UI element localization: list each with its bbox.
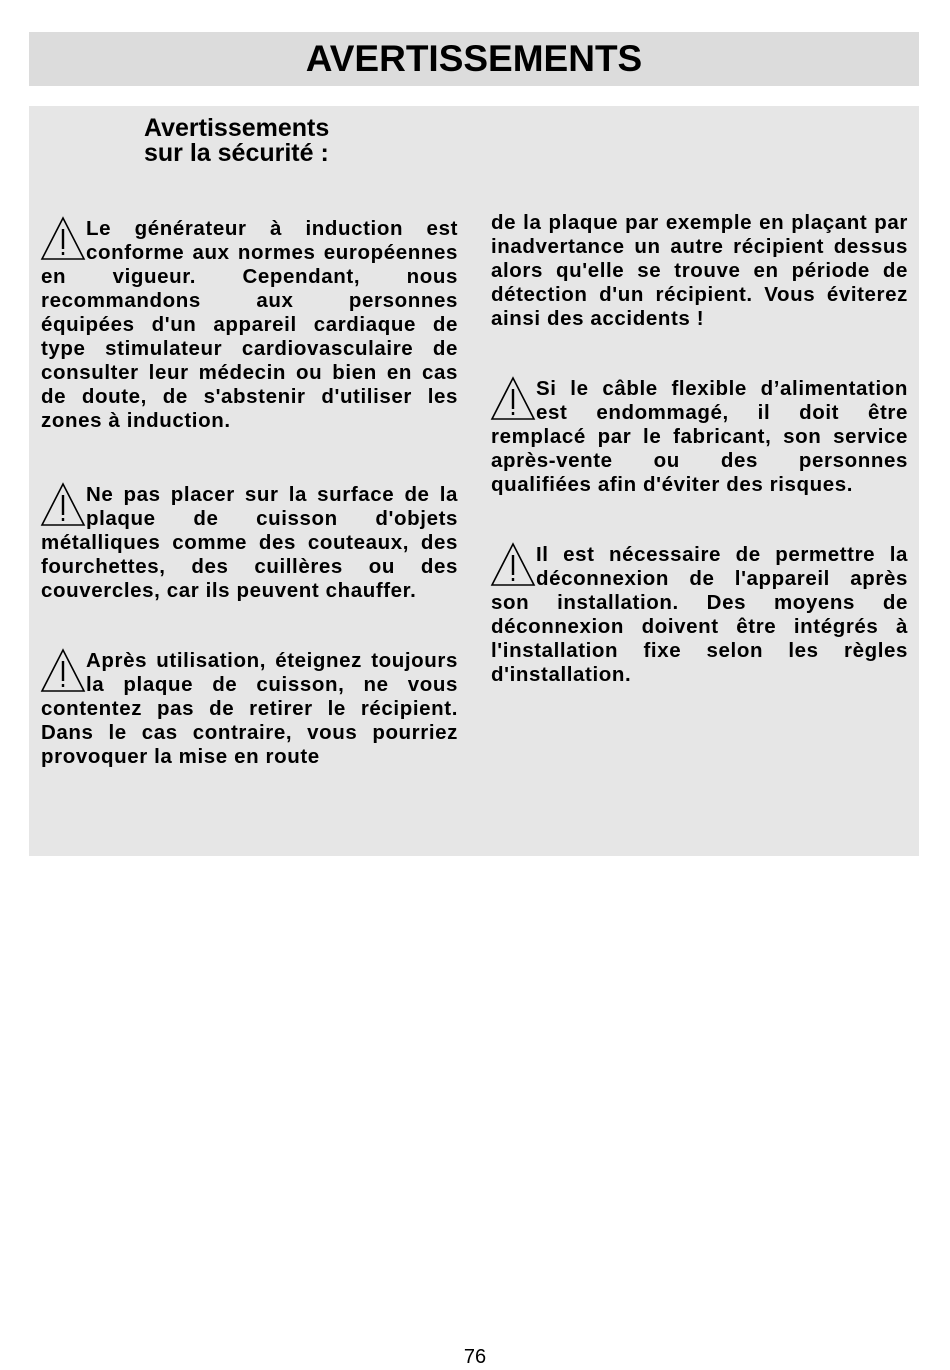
warning-text: Ne pas placer sur la surface de la plaque de cuisson d'objets métalliques comme des couteaux, des fourchettes, des cuillères ou des couvercles, car ils peuvent chauffer. bbox=[41, 483, 458, 602]
subtitle-line-1: Avertissements bbox=[144, 114, 330, 142]
section-subtitle bbox=[144, 116, 329, 166]
warning-text: Le générateur à induction est conforme aux normes européennes en vigueur. Cependant, nous recommandons aux personnes équipées d'un appareil cardiaque de type stimulateur cardiovasculaire de consulter leur médecin ou bien en cas de doute, de s'abstenir d'utiliser les zones à induction. bbox=[41, 217, 458, 432]
warning-paragraph bbox=[491, 377, 908, 497]
warning-triangle-icon bbox=[40, 216, 86, 261]
warning-paragraph bbox=[491, 543, 908, 687]
page-header bbox=[29, 32, 919, 86]
warning-triangle-icon bbox=[40, 482, 86, 527]
warnings-panel bbox=[29, 106, 919, 856]
warning-paragraph bbox=[41, 217, 458, 433]
warning-triangle-icon bbox=[40, 648, 86, 693]
continued-text: de la plaque par exemple en plaçant par inadvertance un autre récipient dessus alors qu'elle se trouve en période de détection d'un récipient. Vous éviterez ainsi des accidents ! bbox=[491, 211, 908, 330]
warning-triangle-icon bbox=[490, 542, 536, 587]
subtitle-line-2: sur la sécurité : bbox=[144, 139, 329, 167]
warning-text: Si le câble flexible d’alimentation est endommagé, il doit être remplacé par le fabricant, son service après-vente ou des personnes qualifiées afin d'éviter des risques. bbox=[491, 377, 908, 496]
warning-paragraph bbox=[41, 649, 458, 769]
page-title: AVERTISSEMENTS bbox=[305, 38, 643, 79]
warning-text: Après utilisation, éteignez toujours la plaque de cuisson, ne vous contentez pas de retirer le récipient. Dans le cas contraire, vous pourriez provoquer la mise en route bbox=[41, 649, 458, 768]
warning-paragraph bbox=[41, 483, 458, 603]
warning-triangle-icon bbox=[490, 376, 536, 421]
right-column bbox=[491, 211, 908, 687]
left-column bbox=[41, 217, 458, 769]
page-number: 76 bbox=[463, 1346, 487, 1368]
continued-paragraph bbox=[491, 211, 908, 331]
warning-text: Il est nécessaire de permettre la déconnexion de l'appareil après son installation. Des moyens de déconnexion doivent être intégrés à l'installation fixe selon les règles d'installation. bbox=[491, 543, 908, 686]
